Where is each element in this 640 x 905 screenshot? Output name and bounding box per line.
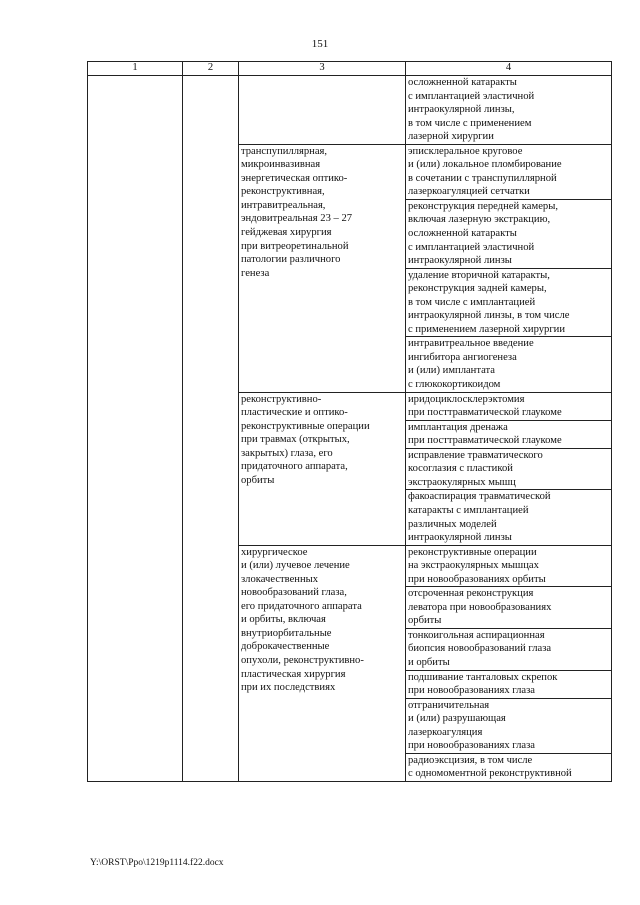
column-header-3: 3 bbox=[239, 62, 406, 76]
procedure-cell: факоаспирация травматической катаракты с имплантацией различных моделей интраокулярной линзы bbox=[406, 490, 612, 545]
column-2-cell bbox=[183, 76, 239, 782]
column-1-cell bbox=[88, 76, 183, 782]
procedure-cell: реконструкция передней камеры, включая лазерную экстракцию, осложненной катаракты с имплантацией эластичной интраокулярной линзы bbox=[406, 199, 612, 268]
procedure-cell: интравитреальное введение ингибитора ангиогенеза и (или) имплантата с глюкокортикоидом bbox=[406, 337, 612, 392]
procedure-cell: отсроченная реконструкция леватора при новообразованиях орбиты bbox=[406, 587, 612, 629]
method-cell: хирургическое и (или) лучевое лечение злокачественных новообразований глаза, его придаточного аппарата и орбиты, включая внутриорбитальные доброкачественные опухоли, реконструктивно- пластическая хирургия при их последствиях bbox=[239, 545, 406, 781]
page-number: 151 bbox=[311, 38, 329, 50]
column-header-4: 4 bbox=[406, 62, 612, 76]
procedure-cell: эписклеральное круговое и (или) локальное пломбирование в сочетании с транспупиллярной лазеркоагуляцией сетчатки bbox=[406, 144, 612, 199]
procedure-cell: имплантация дренажа при посттравматической глаукоме bbox=[406, 420, 612, 448]
procedure-cell: тонкоигольная аспирационная биопсия новообразований глаза и орбиты bbox=[406, 628, 612, 670]
method-cell bbox=[239, 76, 406, 145]
table-header-row bbox=[88, 62, 612, 76]
table-row bbox=[88, 76, 612, 145]
column-header-2: 2 bbox=[183, 62, 239, 76]
procedure-cell: отграничительная и (или) разрушающая лазеркоагуляция при новообразованиях глаза bbox=[406, 698, 612, 753]
procedure-cell: исправление травматического косоглазия с пластикой экстраокулярных мышц bbox=[406, 448, 612, 490]
method-cell: реконструктивно- пластические и оптико- реконструктивные операции при травмах (открытых, закрытых) глаза, его придаточного аппарата, орбиты bbox=[239, 392, 406, 545]
footer-file-path: Y:\ORST\Ppo\1219p1114.f22.docx bbox=[90, 858, 224, 868]
procedure-cell: радиоэксцизия, в том числе с одномоментной реконструктивной bbox=[406, 753, 612, 781]
procedures-table bbox=[87, 61, 612, 782]
procedure-cell: иридоциклосклерэктомия при посттравматической глаукоме bbox=[406, 392, 612, 420]
procedure-cell: реконструктивные операции на экстраокулярных мышцах при новообразованиях орбиты bbox=[406, 545, 612, 587]
method-cell: транспупиллярная, микроинвазивная энергетическая оптико- реконструктивная, интравитреальная, эндовитреальная 23 – 27 гейджевая хирургия при витреоретинальной патологии различного генеза bbox=[239, 144, 406, 392]
procedure-cell: подшивание танталовых скрепок при новообразованиях глаза bbox=[406, 670, 612, 698]
procedure-cell: осложненной катаракты с имплантацией эластичной интраокулярной линзы, в том числе с применением лазерной хирургии bbox=[406, 76, 612, 145]
procedure-cell: удаление вторичной катаракты, реконструкция задней камеры, в том числе с имплантацией интраокулярной линзы, в том числе с применением лазерной хирургии bbox=[406, 268, 612, 337]
column-header-1: 1 bbox=[88, 62, 183, 76]
